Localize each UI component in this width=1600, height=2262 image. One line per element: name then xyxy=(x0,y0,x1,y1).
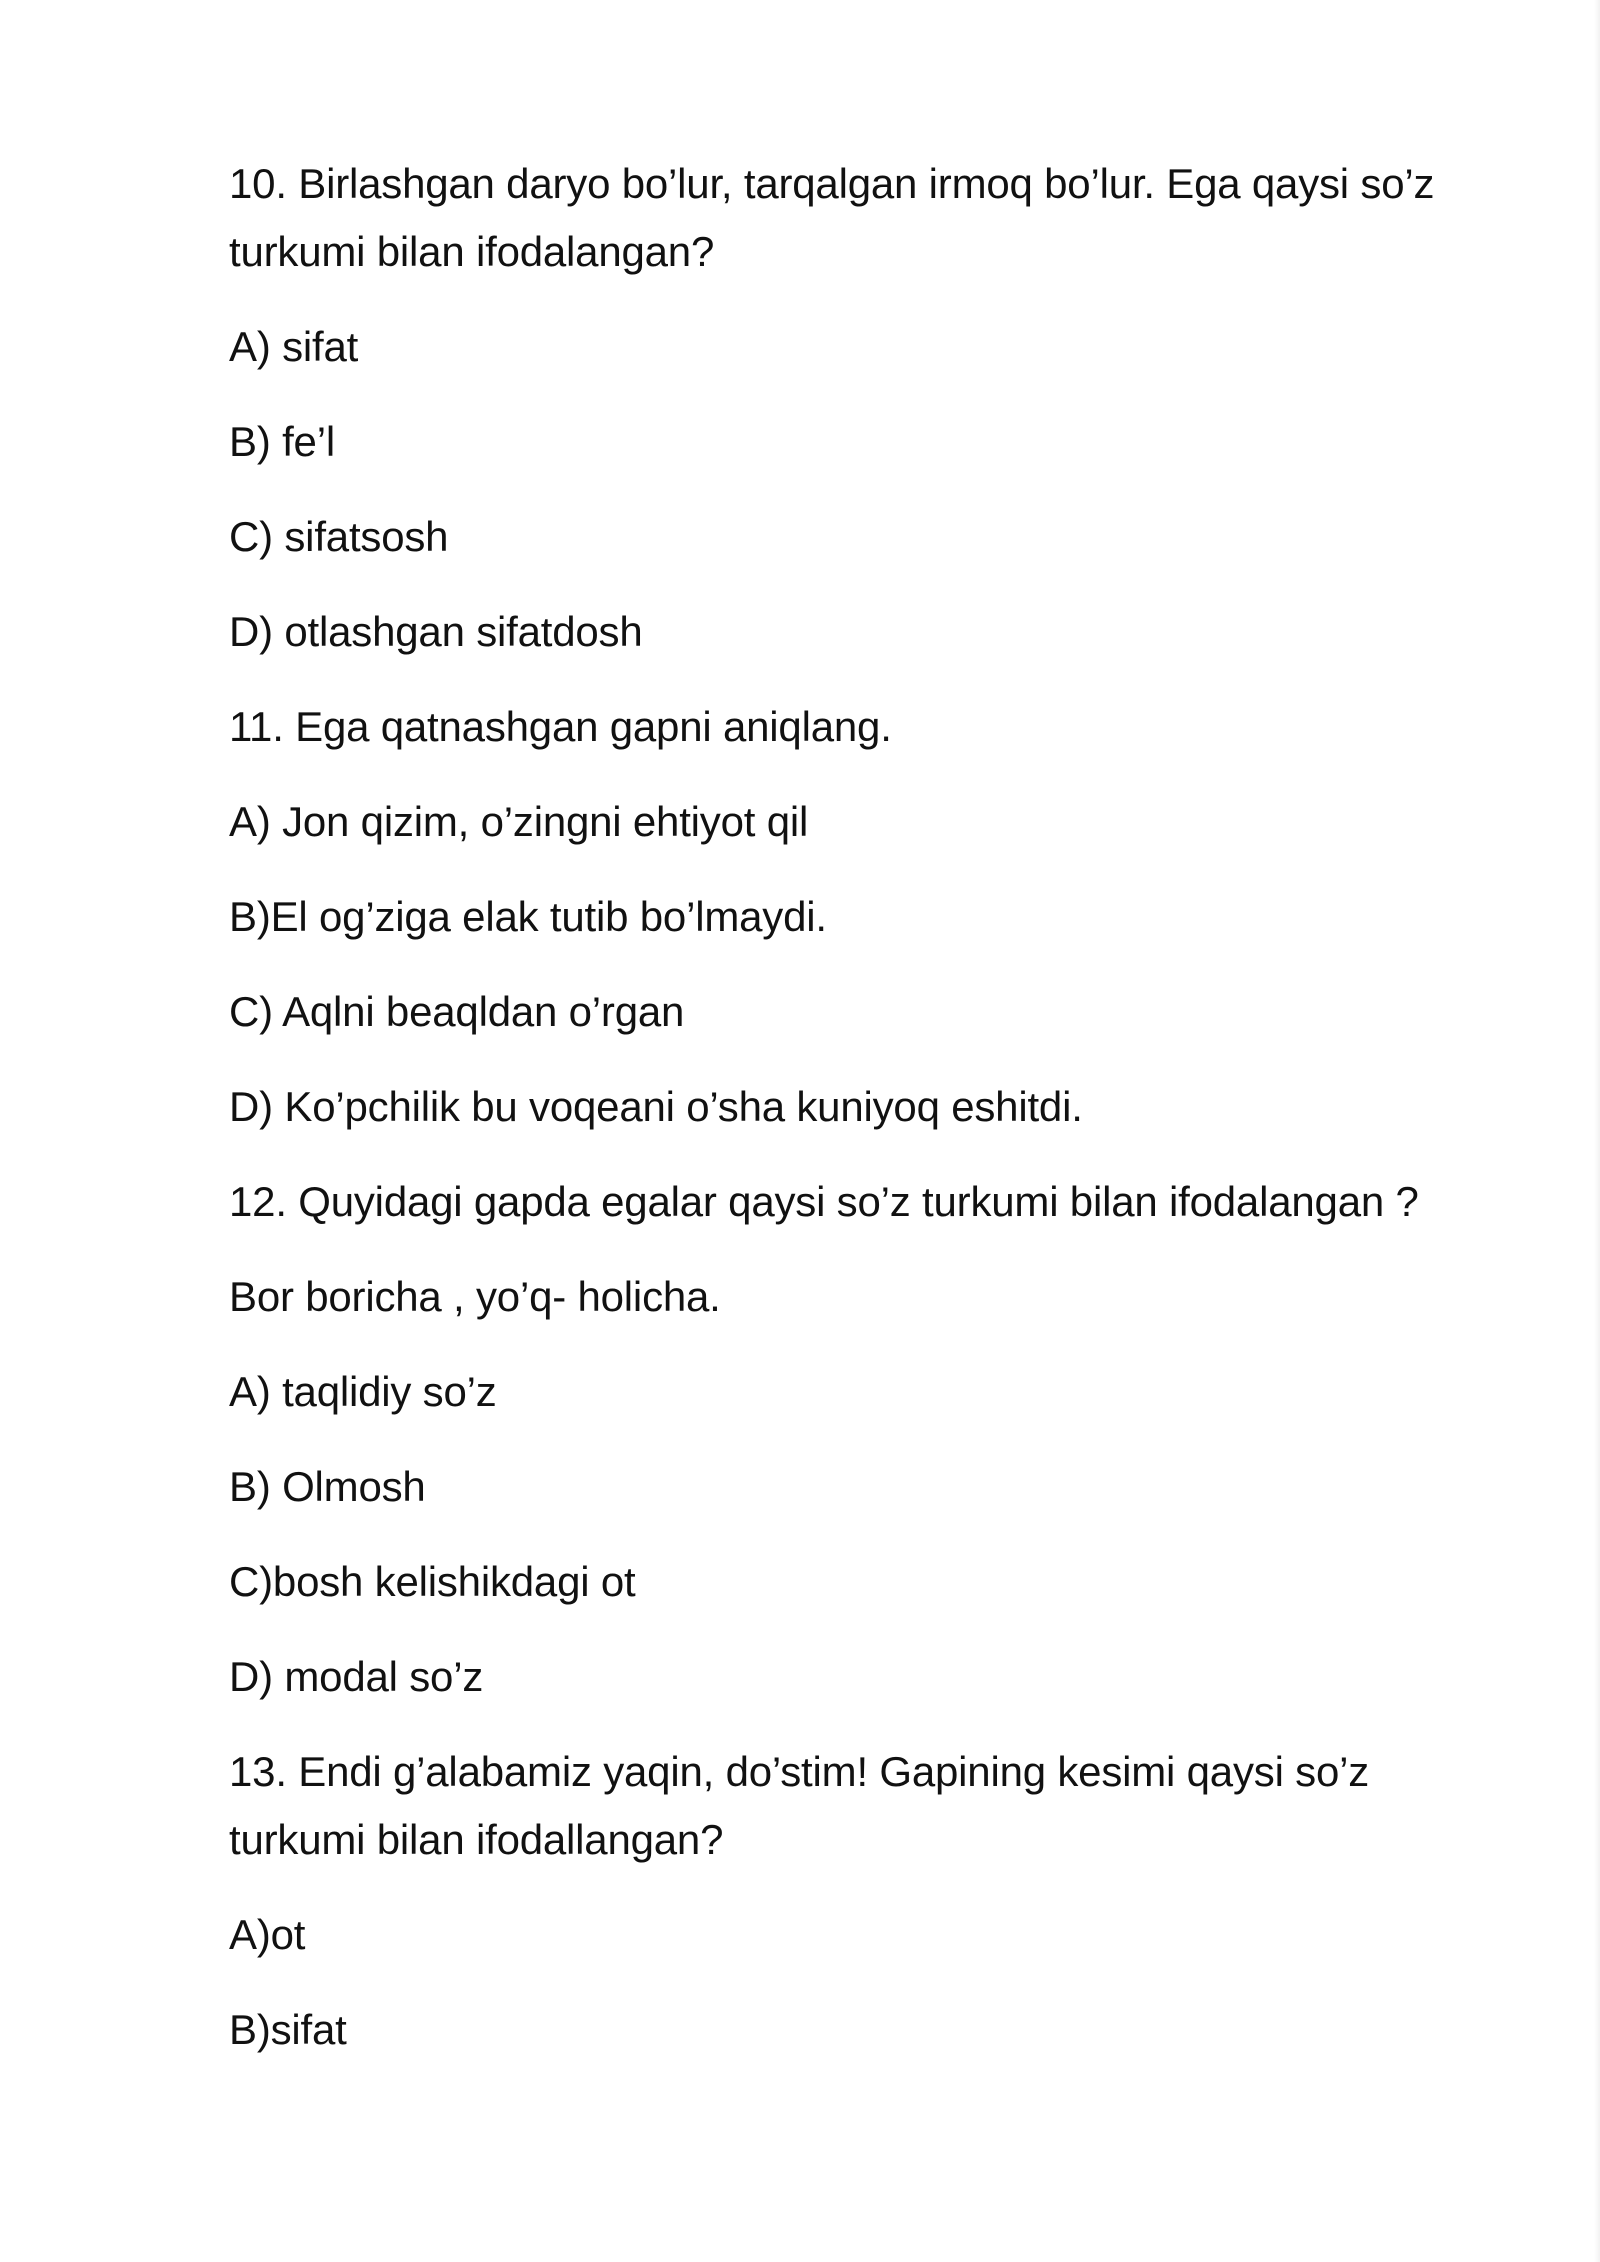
answer-option-c: C) Aqlni beaqldan o’rgan xyxy=(229,988,685,1035)
answer-option-d: D) modal so’z xyxy=(229,1653,484,1700)
answer-option-a: A)ot xyxy=(229,1911,306,1958)
question-13: 13. Endi g’alabamiz yaqin, do’stim! Gapining kesimi qaysi so’z turkumi bilan ifodallangan? xyxy=(229,1748,1370,1863)
answer-option-b: B) Olmosh xyxy=(229,1463,426,1510)
answer-option-c: C) sifatsosh xyxy=(229,513,449,560)
answer-option-b: B)El og’ziga elak tutib bo’lmaydi. xyxy=(229,893,827,940)
answer-option-a: A) sifat xyxy=(229,323,359,370)
question-12: 12. Quyidagi gapda egalar qaysi so’z turkumi bilan ifodalangan ? xyxy=(229,1178,1419,1225)
question-10: 10. Birlashgan daryo bo’lur, tarqalgan irmoq bo’lur. Ega qaysi so’z turkumi bilan ifodalangan? xyxy=(229,160,1435,275)
answer-option-d: D) Ko’pchilik bu voqeani o’sha kuniyoq eshitdi. xyxy=(229,1083,1083,1130)
question-12-example: Bor boricha , yo’q- holicha. xyxy=(229,1273,721,1320)
answer-option-a: A) taqlidiy so’z xyxy=(229,1368,497,1415)
answer-option-b: B) fe’l xyxy=(229,418,335,465)
page-edge-shadow xyxy=(1594,0,1600,2262)
answer-option-a: A) Jon qizim, o’zingni ehtiyot qil xyxy=(229,798,809,845)
answer-option-b: B)sifat xyxy=(229,2006,347,2053)
answer-option-c: C)bosh kelishikdagi ot xyxy=(229,1558,636,1605)
answer-option-d: D) otlashgan sifatdosh xyxy=(229,608,643,655)
document-body xyxy=(229,150,1489,2091)
question-11: 11. Ega qatnashgan gapni aniqlang. xyxy=(229,703,892,750)
